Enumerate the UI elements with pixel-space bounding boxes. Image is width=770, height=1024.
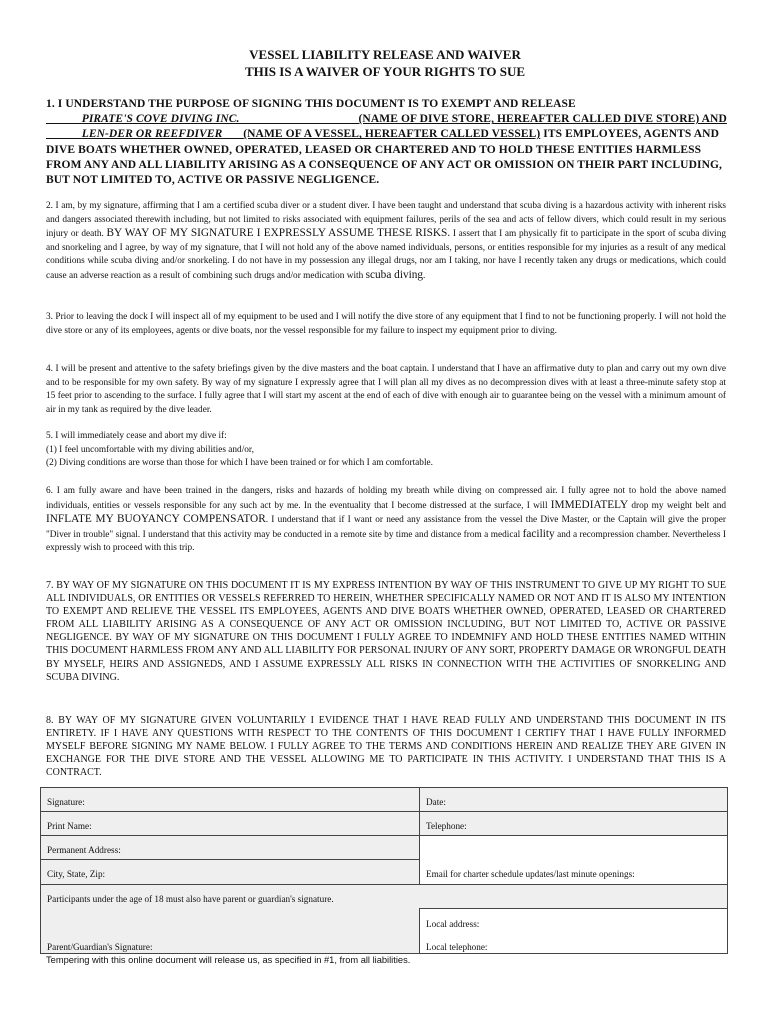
form-rule bbox=[41, 811, 727, 812]
section-1-tail: ITS EMPLOYEES, AGENTS AND DIVE BOATS WHETHER OWNED, OPERATED, LEASED OR CHARTERED AND TO HOLD THESE ENTITIES HARMLESS FROM ANY AND ALL LIABILITY ARISING AS A CONSEQUENCE OF ANY ACT OR OMISSION ON THEIR PART INCLUDING, BUT NOT LIMITED TO, ACTIVE OR PASSIVE NEGLIGENCE. bbox=[46, 128, 722, 187]
section-5-lead: 5. I will immediately cease and abort my dive if: bbox=[46, 431, 227, 441]
dive-store-note: (NAME OF DIVE STORE, HEREAFTER CALLED DIVE STORE) AND bbox=[358, 113, 727, 126]
section-5-item-2: (2) Diving conditions are worse than those for which I have been trained or for which I am comfortable. bbox=[46, 458, 433, 469]
section-4: 4. I will be present and attentive to the safety briefings given by the dive masters and the boat captain. I understand that I have an affirmative duty to plan and carry out my own dive and to be responsible for my own safety. By way of my signature I expressly agree that I will plan all my dives as no decompression dives with at least a three-minute safety stop at 15 feet prior to ascending to the surface. I fully agree that I will start my ascent at the end of each of dive with enough air to guarantee being on the vessel with a minimum amount of air in my tank as required by the dive leader. bbox=[46, 364, 726, 415]
minors-note: Participants under the age of 18 must also have parent or guardian's signature. bbox=[47, 894, 334, 904]
section-2 bbox=[46, 200, 726, 284]
vessel-note: (NAME OF A VESSEL, HEREAFTER CALLED VESSEL) bbox=[243, 128, 541, 141]
parent-signature-field[interactable]: Parent/Guardian's Signature: bbox=[47, 942, 153, 952]
section-2-end: . bbox=[423, 270, 426, 281]
section-6 bbox=[46, 485, 726, 556]
section-6-text-c: drop my weight belt and bbox=[631, 500, 726, 511]
telephone-field[interactable]: Telephone: bbox=[426, 821, 467, 831]
section-6-text-g: and a recompression chamber. Nevertheless I expressly wish to proceed with this trip. bbox=[46, 529, 727, 554]
footer-note: Tempering with this online document will release us, as specified in #1, from all liabilities. bbox=[46, 955, 411, 965]
date-field[interactable]: Date: bbox=[426, 797, 446, 807]
form-rule bbox=[419, 908, 727, 909]
signature-form bbox=[40, 787, 728, 954]
immediately-term: IMMEDIATELY bbox=[550, 498, 629, 511]
form-rule bbox=[41, 884, 727, 885]
document-subtitle: THIS IS A WAIVER OF YOUR RIGHTS TO SUE bbox=[244, 64, 526, 79]
print-name-field[interactable]: Print Name: bbox=[47, 821, 92, 831]
section-7: 7. BY WAY OF MY SIGNATURE ON THIS DOCUMENT IT IS MY EXPRESS INTENTION BY WAY OF THIS INSTRUMENT TO GIVE UP MY RIGHT TO SUE ALL INDIVIDUALS, OR ENTITIES OR VESSELS REFERRED TO HEREIN, WHETHER SPECIFICALLY NAMED OR NOT AND IT IS ALSO MY INTENTION TO EXEMPT AND RELIEVE THE VESSEL ITS EMPLOYEES, AGENTS AND DIVE BOATS WHETHER OWNED, OPERATED, LEASED OR CHARTERED FROM ALL LIABILITY ARISING AS A CONSEQUENCE OF ANY ACT OR OMISSION INCLUDING, BUT NOT LIMITED TO, ACTIVE OR PASSIVE NEGLIGENCE. BY WAY OF MY SIGNATURE ON THIS DOCUMENT I FULLY AGREE TO INDEMNIFY AND HOLD THESE ENTITIES NAMED WITHIN THIS DOCUMENT HARMLESS FROM ANY AND ALL LIABILITY FOR PERSONAL INJURY OF ANY SORT, PROPERTY DAMAGE OR WRONGFUL DEATH BY MYSELF, HEIRS AND ASSIGNEDS, AND I ASSUME EXPRESSLY ALL RISKS IN CONNECTION WITH THE ACTIVITIES OF SNORKELING AND SCUBA DIVING. bbox=[46, 580, 726, 683]
permanent-address-field[interactable]: Permanent Address: bbox=[47, 845, 121, 855]
inflate-bc-term: INFLATE MY BUOYANCY COMPENSATOR bbox=[46, 513, 266, 526]
section-5 bbox=[46, 430, 726, 471]
form-rule bbox=[41, 835, 727, 836]
vessel-line bbox=[46, 128, 540, 140]
section-6-text-e: . I understand that if I want or need any assistance from the vessel the Dive Master, or the Captain will give the proper "Diver in trouble" signal. I understand that this activity may be conducted in a remote site by time and distance from a medical bbox=[46, 515, 726, 540]
dive-store-line bbox=[46, 113, 727, 125]
section-1-lead: 1. I UNDERSTAND THE PURPOSE OF SIGNING THIS DOCUMENT IS TO EXEMPT AND RELEASE bbox=[46, 98, 576, 110]
section-8: 8. BY WAY OF MY SIGNATURE GIVEN VOLUNTARILY I EVIDENCE THAT I HAVE READ FULLY AND UNDERSTAND THIS DOCUMENT IN ITS ENTIRETY. IF I HAVE ANY QUESTIONS WITH RESPECT TO THE CONTENTS OF THIS DOCUMENT I CERTIFY THAT I HAVE FULLY INFORMED MYSELF BEFORE SIGNING MY NAME BELOW. I FULLY AGREE TO THE TERMS AND CONDITIONS HEREIN AND REALIZE THEY ARE GIVEN IN EXCHANGE FOR THE DIVE STORE AND THE VESSEL ALLOWING ME TO PARTICIPATE IN THIS ACTIVITY. I UNDERSTAND THAT THIS IS A CONTRACT. bbox=[46, 715, 726, 779]
section-3: 3. Prior to leaving the dock I will inspect all of my equipment to be used and I will notify the dive store of any equipment that I find to not be functioning properly. I will not hold the dive store or any of its employees, agents or dive boats, nor the vessel responsible for my failure to inspect my equipment prior to diving. bbox=[46, 312, 726, 336]
document-title: VESSEL LIABILITY RELEASE AND WAIVER bbox=[249, 47, 521, 62]
vessel-name: LEN-DER OR REEFDIVER bbox=[81, 128, 223, 141]
section-1 bbox=[46, 97, 728, 188]
city-state-zip-field[interactable]: City, State, Zip: bbox=[47, 869, 106, 879]
section-2-text-a: 2. I am, by my signature, affirming that I am a certified scuba diver or a student diver. I have been taught and understand that scuba diving is a hazardous activity with inherent risks and dangers associated therewith including, but not limited to risks associated with equipment failures, perils of the sea and acts of fellow divers, which could result in my serious injury or death. bbox=[46, 201, 726, 240]
local-address-field[interactable]: Local address: bbox=[426, 919, 480, 929]
signature-field[interactable]: Signature: bbox=[47, 797, 85, 807]
section-5-item-1: (1) I feel uncomfortable with my diving abilities and/or, bbox=[46, 444, 254, 455]
form-divider bbox=[419, 788, 420, 884]
section-2-text-c: I assert that I am physically fit to participate in the sport of scuba diving and snorkeling and I agree, by way of my signature, that I will not hold any of the above named individuals, persons, or entities responsible for my injuries as a result of any medical conditions while scuba diving and/or snorkeling. I do not have in my possession any illegal drugs, nor am I taking, nor have I recently taken any drugs or medications, which could cause an adverse reaction as a result of combining such drugs and/or medication with bbox=[46, 229, 726, 281]
form-rule bbox=[41, 859, 419, 860]
scuba-diving-term: scuba diving bbox=[365, 268, 424, 281]
email-field[interactable]: Email for charter schedule updates/last minute openings: bbox=[426, 869, 635, 879]
facility-term: facility bbox=[522, 527, 555, 540]
assume-risks-statement: BY WAY OF MY SIGNATURE I EXPRESSLY ASSUME THESE RISKS. bbox=[106, 227, 451, 240]
form-divider-lower bbox=[419, 908, 420, 953]
section-6-text-a: 6. I am fully aware and have been trained in the dangers, risks and hazards of holding my breath while diving on compressed air. I fully agree not to hold the above named individuals, entities or vessels responsible for any such act by me. In the eventuality that I become distressed at the surface, I will bbox=[46, 486, 726, 511]
local-telephone-field[interactable]: Local telephone: bbox=[426, 942, 488, 952]
dive-store-name: PIRATE'S COVE DIVING INC. bbox=[81, 113, 240, 126]
